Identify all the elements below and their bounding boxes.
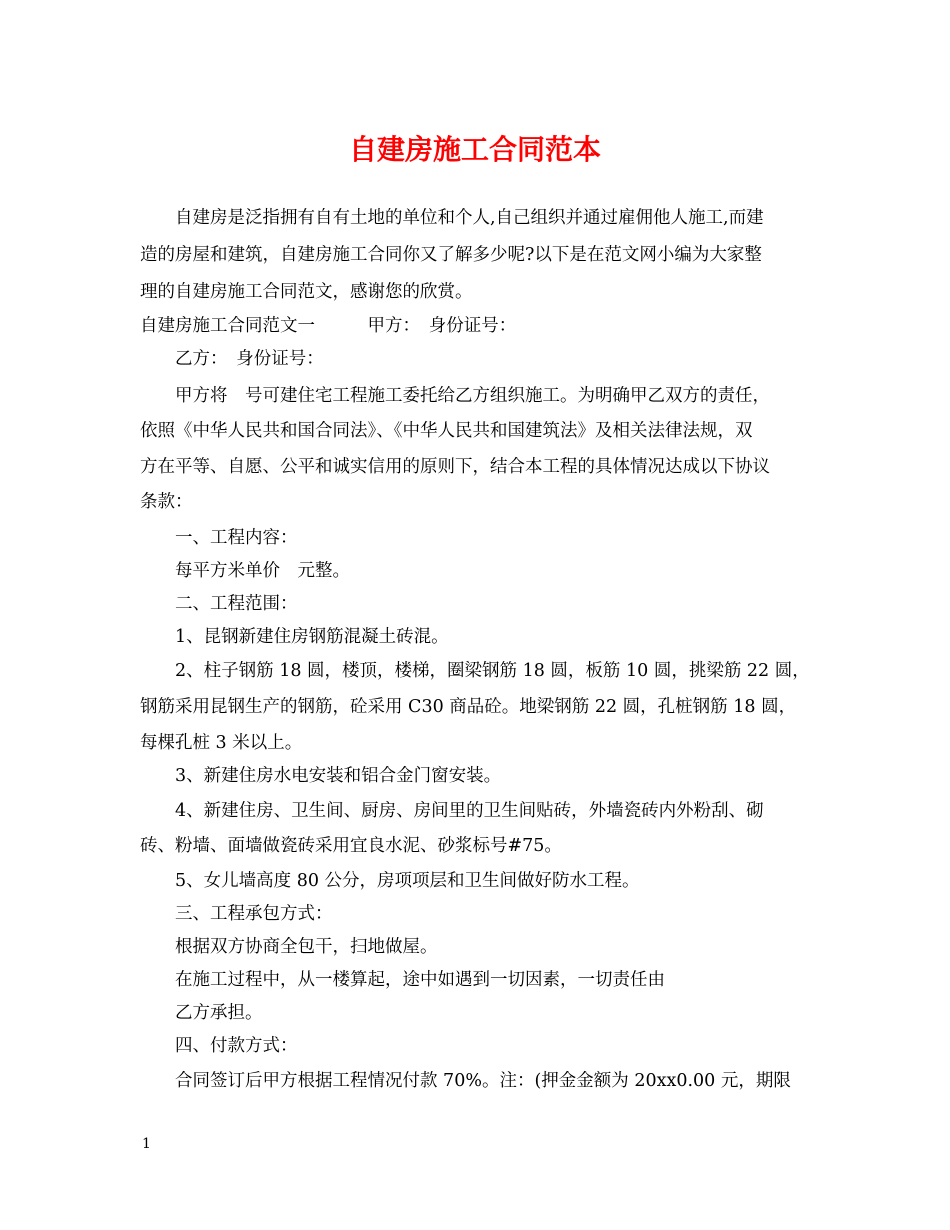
paragraph-line: 方在平等、自愿、公平和诚实信用的原则下，结合本工程的具体情况达成以下协议 (140, 457, 770, 477)
paragraph-line: 砖、粉墙、面墙做瓷砖采用宜良水泥、砂浆标号#75。 (140, 836, 562, 856)
paragraph-line: 三、工程承包方式： (175, 904, 333, 924)
paragraph-line: 二、工程范围： (175, 594, 298, 614)
paragraph-line: 每棵孔桩 3 米以上。 (140, 733, 303, 753)
document-title: 自建房施工合同范本 (348, 133, 601, 166)
paragraph-line: 5、女儿墙高度 80 公分，房项项层和卫生间做好防水工程。 (175, 871, 640, 891)
paragraph-line: 自建房是泛指拥有自有土地的单位和个人,自己组织并通过雇佣他人施工,而建 (175, 208, 764, 228)
paragraph-line: 合同签订后甲方根据工程情况付款 70%。注：(押金金额为 20xx0.00 元，期限 (175, 1071, 791, 1091)
paragraph-line: 造的房屋和建筑，自建房施工合同你又了解多少呢?以下是在范文网小编为大家整 (140, 245, 762, 265)
paragraph-line: 在施工过程中，从一楼算起，途中如遇到一切因素，一切责任由 (175, 970, 665, 990)
paragraph-line: 自建房施工合同范文一 甲方： 身份证号： (140, 316, 517, 336)
paragraph-line: 条款： (140, 492, 193, 512)
paragraph-line: 根据双方协商全包干，扫地做屋。 (175, 937, 438, 957)
paragraph-line: 理的自建房施工合同范文，感谢您的欣赏。 (140, 282, 473, 302)
paragraph-line: 3、新建住房水电安装和铝合金门窗安装。 (175, 766, 502, 786)
paragraph-line: 甲方将 号可建住宅工程施工委托给乙方组织施工。为明确甲乙双方的责任， (175, 386, 770, 406)
paragraph-line: 2、柱子钢筋 18 圆，楼顶，楼梯，圈梁钢筋 18 圆，板筋 10 圆，挑梁筋 22 圆， (175, 661, 810, 681)
page-number: 1 (142, 1136, 151, 1152)
paragraph-line: 每平方米单价 元整。 (175, 561, 350, 581)
paragraph-line: 4、新建住房、卫生间、厨房、房间里的卫生间贴砖，外墙瓷砖内外粉刮、砌 (175, 801, 764, 821)
paragraph-line: 乙方： 身份证号： (175, 349, 324, 369)
paragraph-line: 一、工程内容： (175, 528, 298, 548)
paragraph-line: 四、付款方式： (175, 1036, 298, 1056)
paragraph-line: 1、昆钢新建住房钢筋混凝土砖混。 (175, 627, 449, 647)
paragraph-line: 钢筋采用昆钢生产的钢筋，砼采用 C30 商品砼。地梁钢筋 22 圆，孔桩钢筋 18 圆， (140, 697, 797, 717)
paragraph-line: 依照《中华人民共和国合同法》、《中华人民共和国建筑法》及相关法律法规，双 (140, 421, 753, 441)
paragraph-line: 乙方承担。 (175, 1003, 263, 1023)
